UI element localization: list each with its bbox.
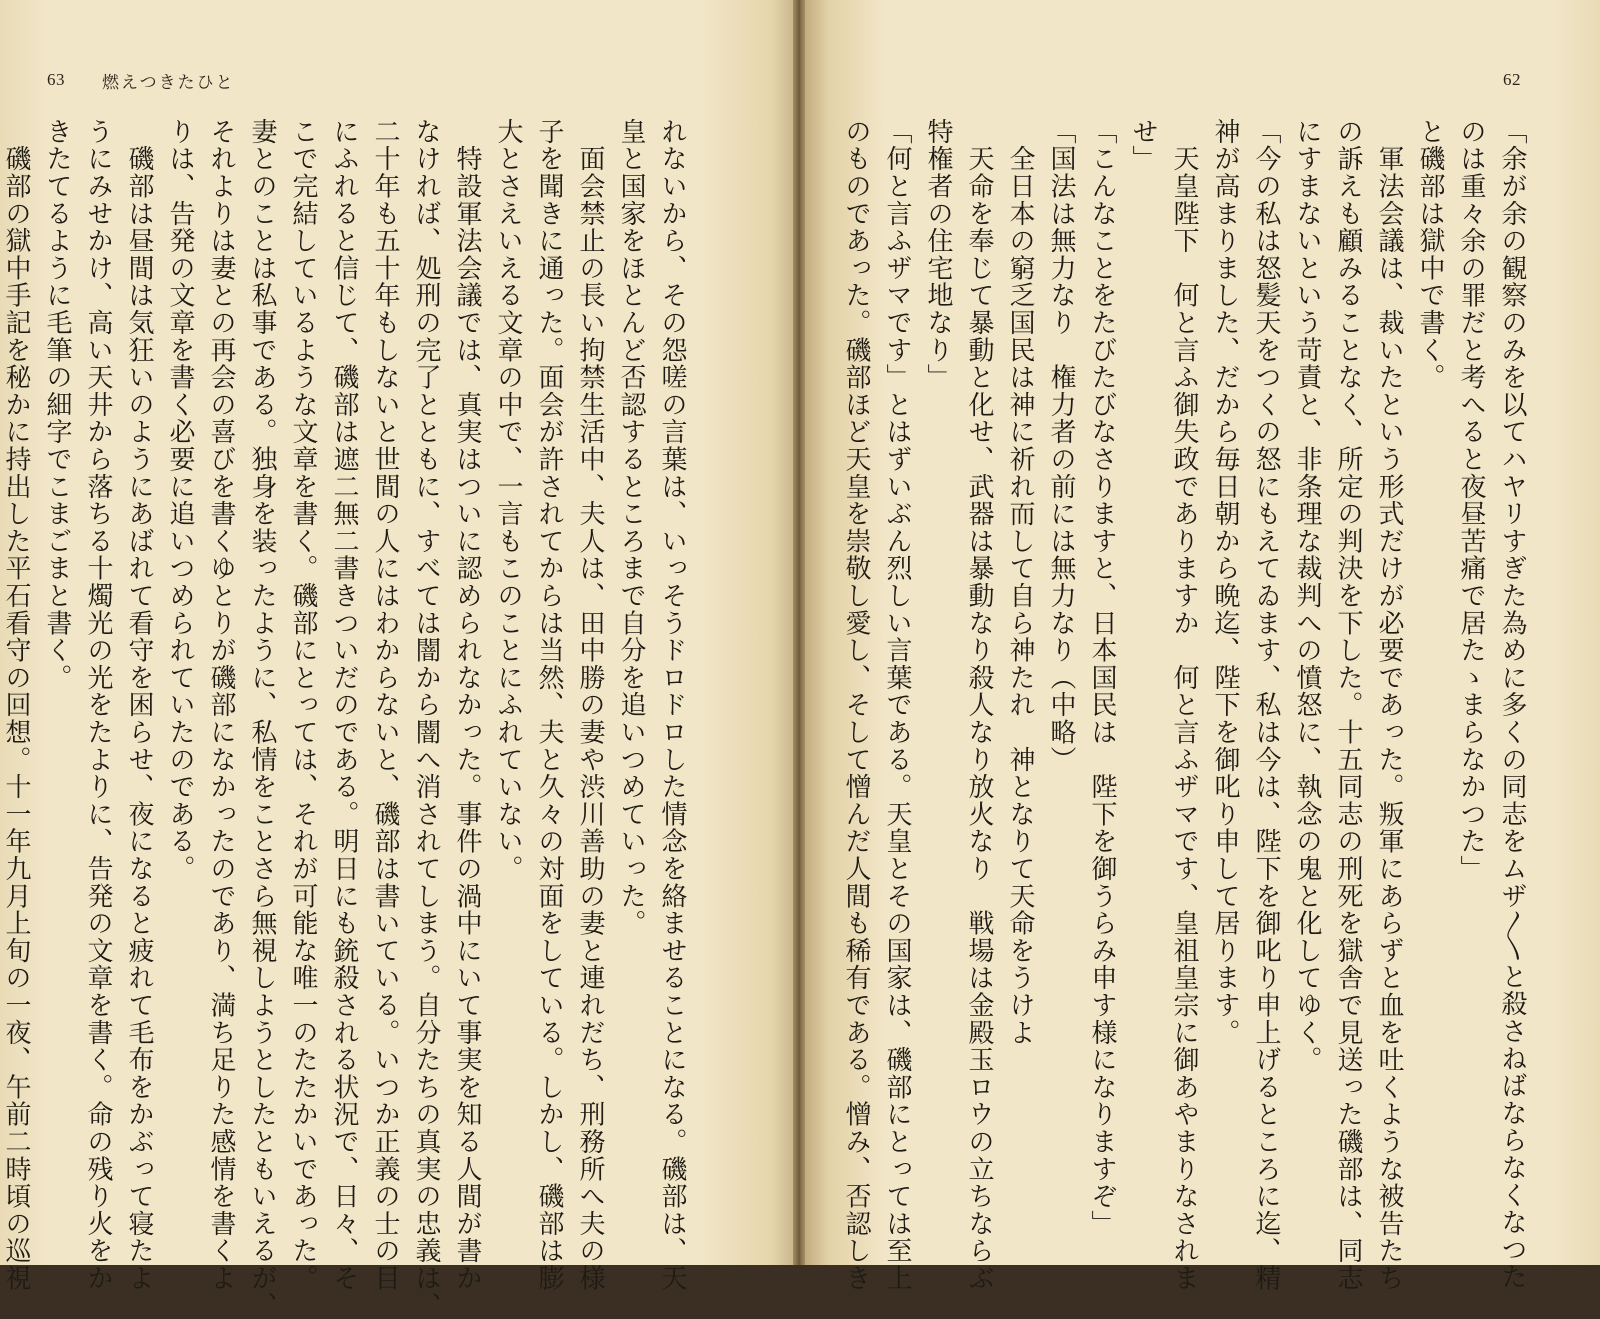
text-column: せ」 xyxy=(1128,118,1158,173)
text-column: 二十年も五十年もしないと世間の人にはわからないと、磯部は書いている。いつか正義の士の目 xyxy=(370,118,400,1292)
text-column: 神が高まりました、だから毎日朝から晩迄、陛下を御叱り申して居ります。 xyxy=(1210,118,1240,1047)
text-column: 全日本の窮乏国民は神に祈れ而して自ら神たれ 神となりて天命をうけよ xyxy=(1005,118,1035,1047)
page-number-left: 63 xyxy=(47,70,65,89)
running-head: 燃えつきたひと xyxy=(102,73,235,93)
text-column: 磯部は昼間は気狂いのようにあばれて看守を困らせ、夜になると疲れて毛布をかぶって寝たよ xyxy=(124,118,154,1292)
text-column: 「こんなことをたびたびなさりますと、日本国民は 陛下を御うらみ申す様になりますぞ」 xyxy=(1087,118,1117,1238)
text-column: と磯部は獄中で書く。 xyxy=(1415,118,1445,391)
left-page-body xyxy=(1,118,692,1319)
text-column: にすまないという苛責と、非条理な裁判への憤怒に、執念の鬼と化してゆく。 xyxy=(1292,118,1322,1074)
text-column: 皇と国家をほとんど否認するところまで自分を追いつめていった。 xyxy=(616,118,646,937)
text-column: 「今の私は怒髪天をつくの怒にもえてゐます、私は今は、陛下を御叱り申上げるところに迄、精 xyxy=(1251,118,1281,1292)
text-column: 天皇陛下 何と言ふ御失政でありますか 何と言ふザマです、皇祖皇宗に御あやまりなされま xyxy=(1169,118,1199,1292)
text-column: 軍法会議は、裁いたという形式だけが必要であった。叛軍にあらずと血を吐くような被告たち xyxy=(1374,118,1404,1292)
text-column: 妻とのことは私事である。独身を装ったように、私情をことさら無視しようとしたともいえるが、 xyxy=(247,118,277,1319)
text-column: うにみせかけ、高い天井から落ちる十燭光の光をたよりに、告発の文章を書く。命の残り火をか xyxy=(83,118,113,1292)
text-column: の訴えも顧みることなく、所定の判決を下した。十五同志の刑死を獄舎で見送った磯部は、同志 xyxy=(1333,118,1363,1292)
text-column: 「国法は無力なり 権力者の前には無力なり（中略） xyxy=(1046,118,1076,774)
page-number-right: 62 xyxy=(1503,70,1521,89)
text-column: 「何と言ふザマです」とはずいぶん烈しい言葉である。天皇とその国家は、磯部にとっては至上 xyxy=(882,118,912,1292)
text-column: きたてるように毛筆の細字でこまごまと書く。 xyxy=(42,118,72,692)
text-column: 特設軍法会議では、真実はついに認められなかった。事件の渦中にいて事実を知る人間が書か xyxy=(452,118,482,1292)
text-column: 磯部の獄中手記を秘かに持出した平石看守の回想。十一年九月上旬の一夜、午前二時頃の巡視 xyxy=(1,118,31,1292)
text-column: りは、告発の文章を書く必要に追いつめられていたのである。 xyxy=(165,118,195,883)
text-column: れないから、その怨嗟の言葉は、いっそうドロドロした情念を絡ませることになる。磯部は、天 xyxy=(657,118,687,1292)
left-page xyxy=(0,0,795,1319)
text-column: 天命を奉じて暴動と化せ、武器は暴動なり殺人なり放火なり 戦場は金殿玉ロウの立ちならぶ xyxy=(964,118,994,1292)
text-column: 面会禁止の長い拘禁生活中、夫人は、田中勝の妻や渋川善助の妻と連れだち、刑務所へ夫の様 xyxy=(575,118,605,1292)
text-column: こで完結しているような文章を書く。磯部にとっては、それが可能な唯一のたたかいであった。 xyxy=(288,118,318,1292)
text-column: 子を聞きに通った。面会が許されてからは当然、夫と久々の対面をしている。しかし、磯部は膨 xyxy=(534,118,564,1292)
text-column: 特権者の住宅地なり」 xyxy=(923,118,953,391)
text-column: のものであった。磯部ほど天皇を崇敬し愛し、そして憎んだ人間も稀有である。憎み、否認しき xyxy=(841,118,871,1292)
text-column: のは重々余の罪だと考へると夜昼苦痛で居たゝまらなかつた」 xyxy=(1456,118,1486,883)
text-column: なければ、処刑の完了とともに、すべては闇から闇へ消されてしまう。自分たちの真実の忠義は、 xyxy=(411,118,441,1319)
text-column: 「余が余の観察のみを以てハヤリすぎた為めに多くの同志をムザ〳〵と殺さねばならなくなつた xyxy=(1497,118,1527,1291)
text-column: それよりは妻との再会の喜びを書くゆとりが磯部になかったのであり、満ち足りた感情を書くよ xyxy=(206,118,236,1292)
right-page-body xyxy=(841,118,1532,1292)
text-column: にふれると信じて、磯部は遮二無二書きついだのである。明日にも銃殺される状況で、日々、そ xyxy=(329,118,359,1292)
text-column: 大とさえいえる文章の中で、一言もこのことにふれていない。 xyxy=(493,118,523,883)
